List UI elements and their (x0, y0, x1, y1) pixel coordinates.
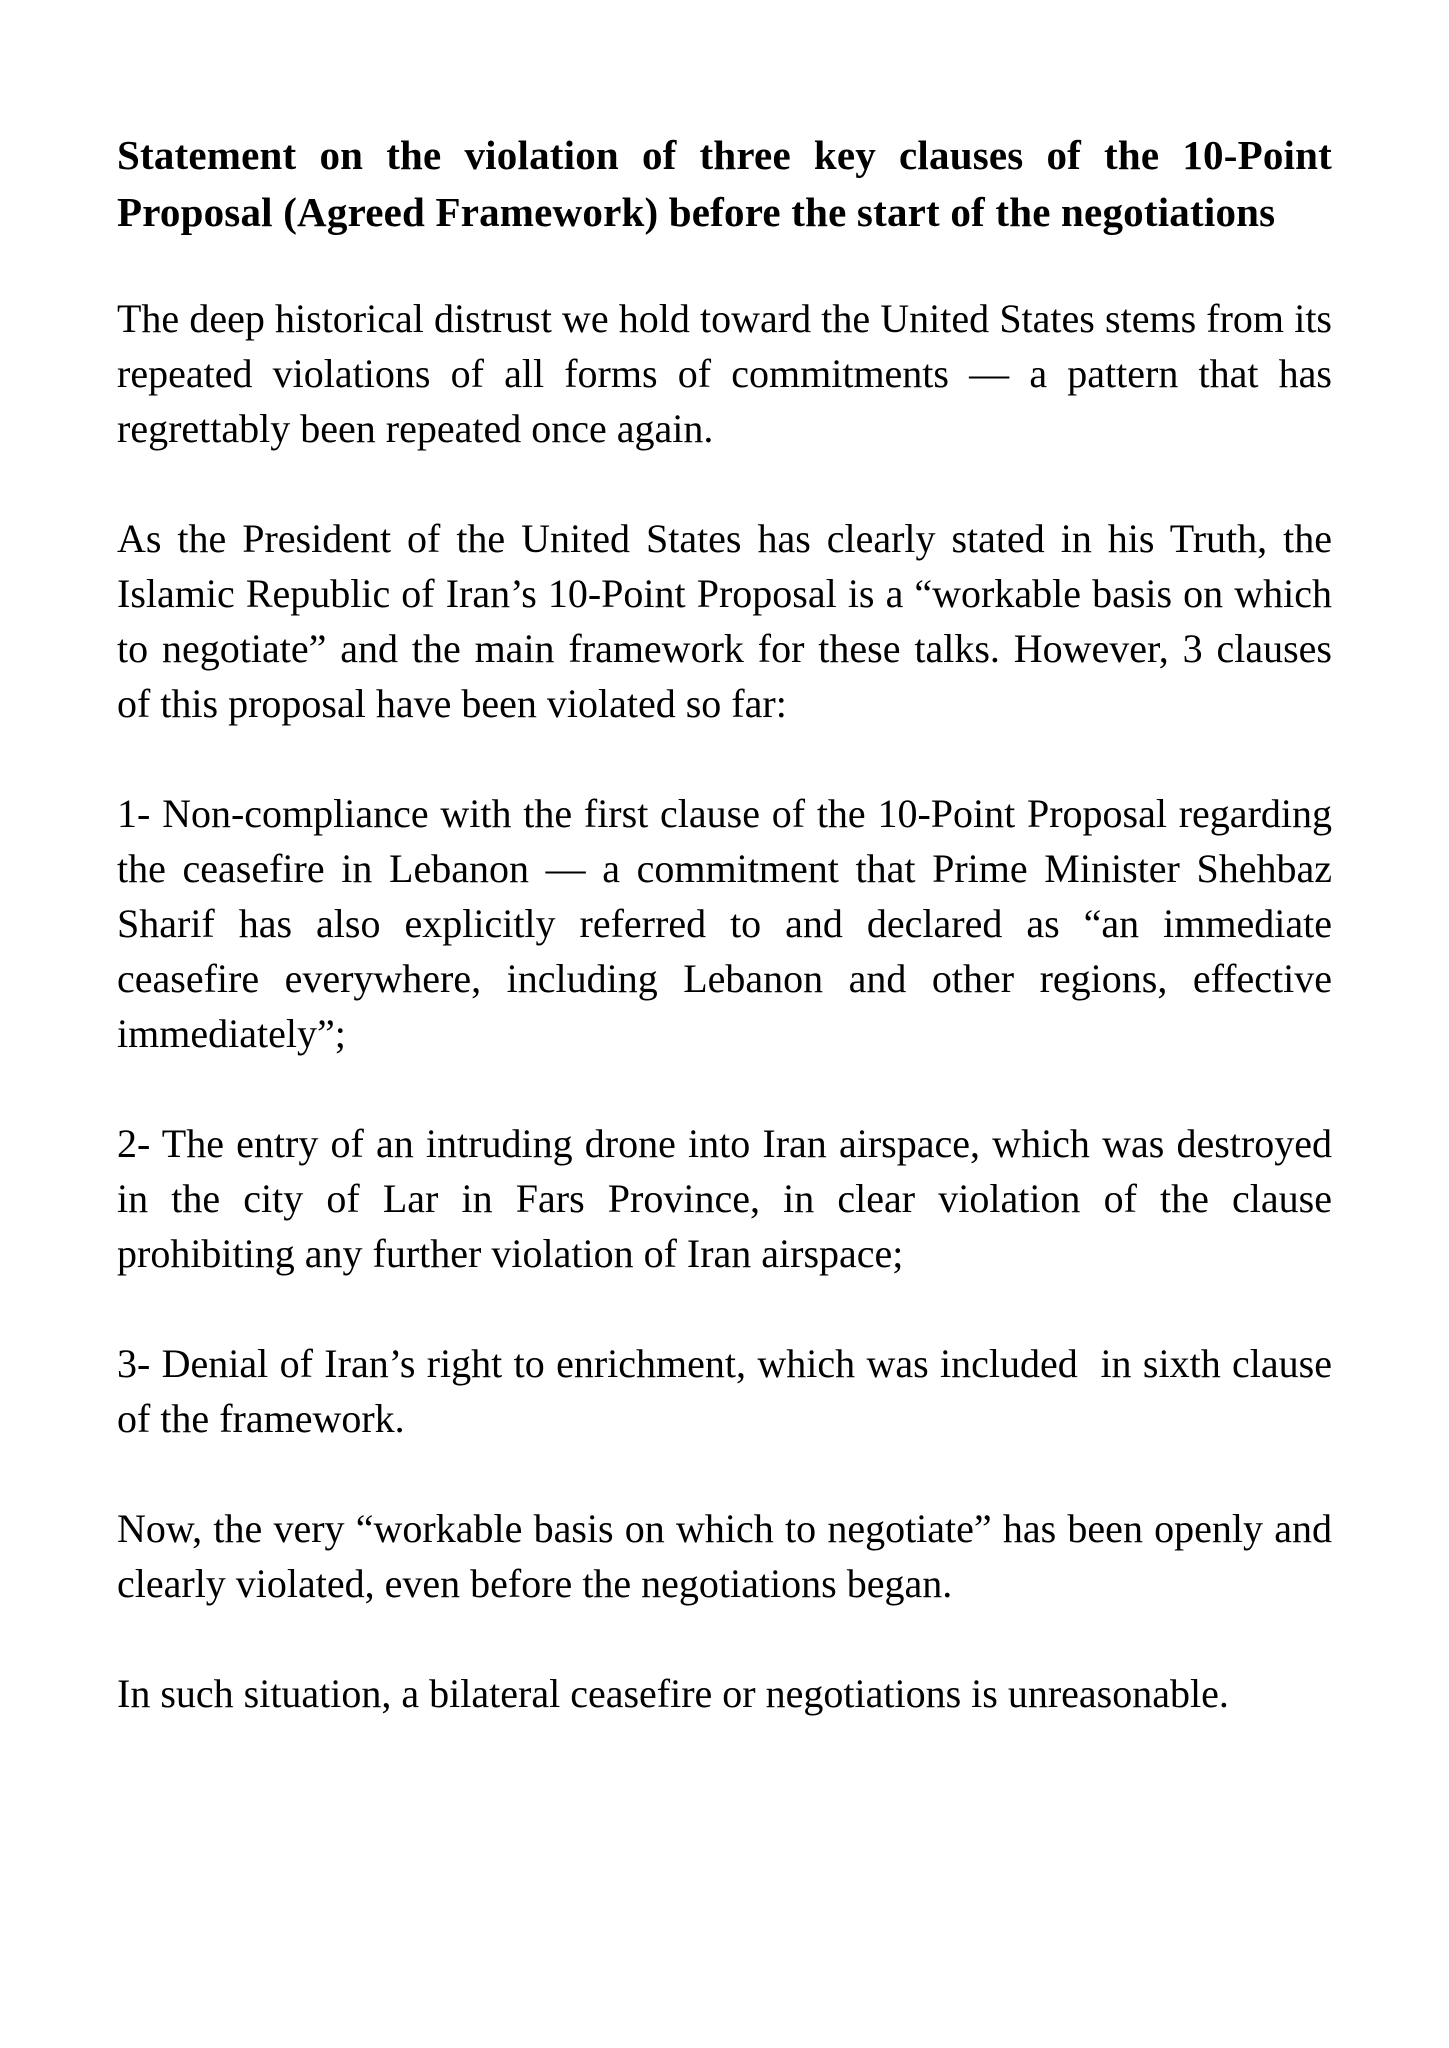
paragraph-violation-1: 1- Non-compliance with the first clause of the 10-Point Proposal regarding the ceasefire in Lebanon — a commitment that Prime Minister Shehbaz Sharif has also explicitly referred to and declared as “an immediate ceasefire everywhere, including Lebanon and other regions, effective immediately”; (117, 791, 1342, 1056)
paragraph-president-statement: As the President of the United States has clearly stated in his Truth, the Islamic Republic of Iran’s 10-Point Proposal is a “workable basis on which to negotiate” and the main framework for these talks. However, 3 clauses of this proposal have been violated so far: (117, 516, 1342, 726)
paragraph-conclusion-unreasonable: In such situation, a bilateral ceasefire or negotiations is unreasonable. (117, 1671, 1229, 1716)
paragraph-conclusion-violated: Now, the very “workable basis on which to negotiate” has been openly and clearly violated, even before the negotiations began. (117, 1506, 1342, 1606)
paragraph-intro-distrust: The deep historical distrust we hold toward the United States stems from its repeated violations of all forms of commitments — a pattern that has regrettably been repeated once again. (117, 296, 1342, 451)
paragraph-violation-2: 2- The entry of an intruding drone into Iran airspace, which was destroyed in the city of Lar in Fars Province, in clear violation of the clause prohibiting any further violation of Iran airspace; (117, 1121, 1342, 1276)
document-title: Statement on the violation of three key clauses of the 10-Point Proposal (Agreed Framework) before the start of the negotiations (117, 132, 1332, 235)
paragraph-violation-3: 3- Denial of Iran’s right to enrichment, which was included in sixth clause of the framework. (117, 1341, 1342, 1441)
document-content (117, 127, 1342, 1721)
